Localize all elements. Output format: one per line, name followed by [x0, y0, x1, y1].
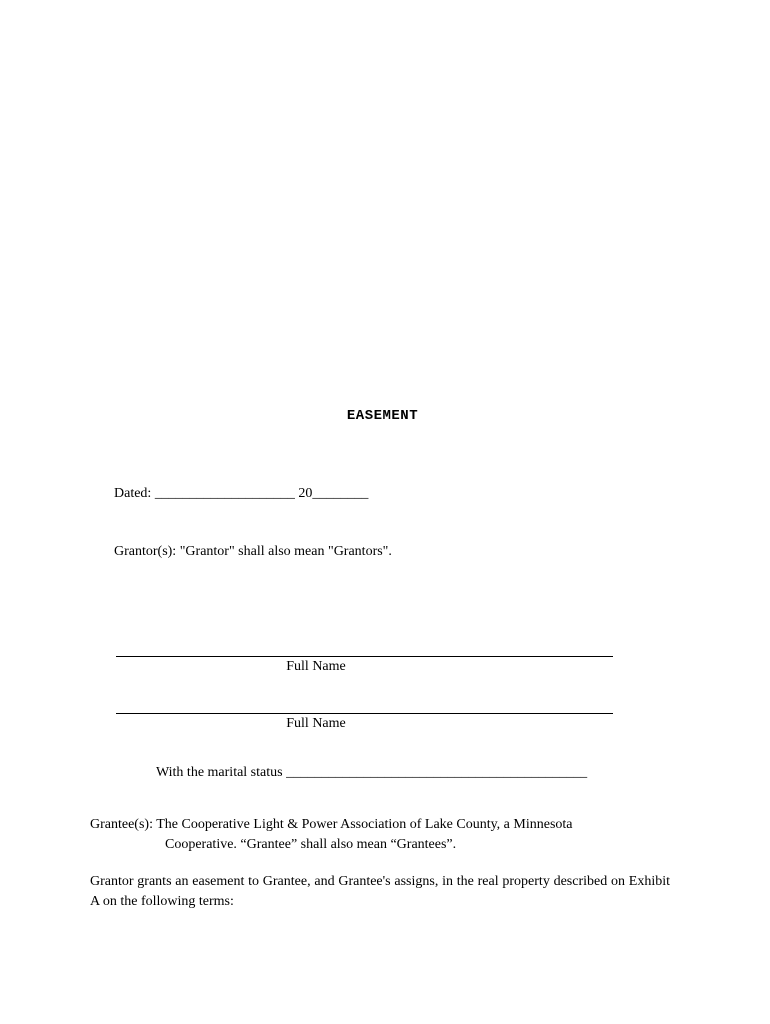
- signature-label-2: Full Name: [286, 716, 346, 731]
- grantee-line-1: Grantee(s): The Cooperative Light & Power Association of Lake County, a Minnesota: [90, 817, 573, 832]
- marital-status-line: With the marital status ___________________________________________: [156, 765, 588, 780]
- document-title: EASEMENT: [346, 408, 419, 424]
- signature-line-2: [116, 713, 613, 714]
- grantors-line: Grantor(s): "Grantor" shall also mean "Grantors".: [114, 544, 392, 559]
- terms-paragraph: Grantor grants an easement to Grantee, and Grantee's assigns, in the real property described on Exhibit A on the following terms:: [90, 874, 670, 909]
- signature-label-1: Full Name: [286, 659, 346, 674]
- signature-line-1: [116, 656, 613, 657]
- dated-line: Dated: ____________________ 20________: [114, 486, 369, 501]
- grantee-block: [90, 815, 690, 855]
- grantee-line-2: Cooperative. “Grantee” shall also mean “Grantees”.: [165, 837, 457, 852]
